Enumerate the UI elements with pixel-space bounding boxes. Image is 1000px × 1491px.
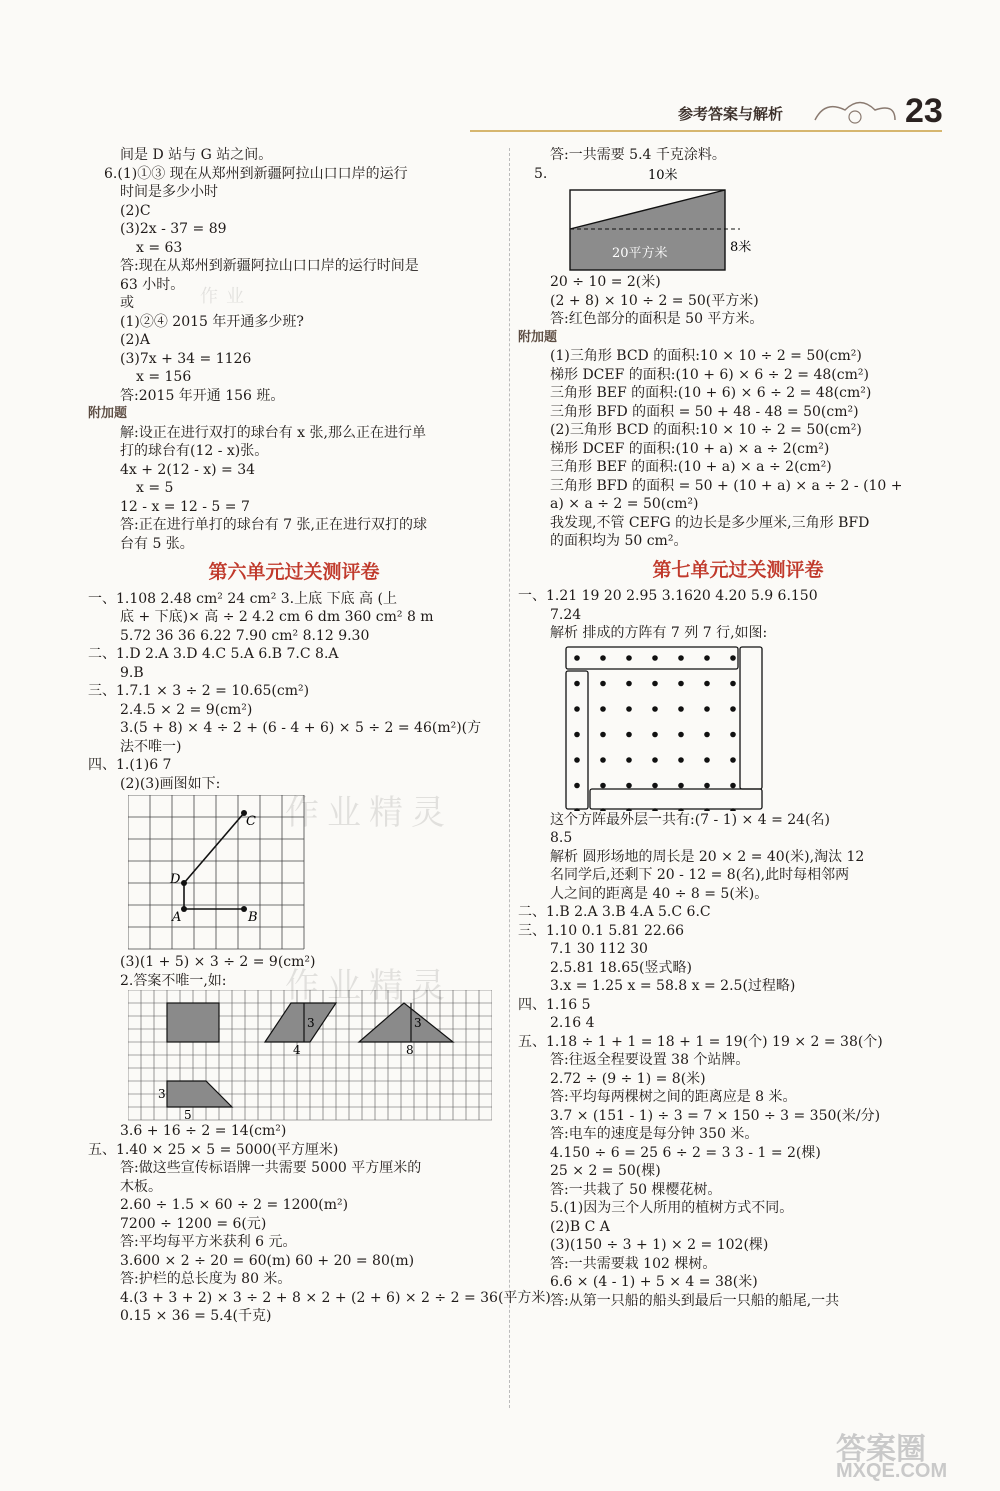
text-line: 三角形 BEF 的面积:(10 + 6) × 6 ÷ 2 = 48(cm²) bbox=[550, 385, 872, 401]
array-dot bbox=[678, 655, 684, 661]
text-line: (3)(1 + 5) × 3 ÷ 2 = 9(cm²) bbox=[120, 954, 316, 970]
array-dot bbox=[574, 680, 580, 686]
array-dot bbox=[626, 706, 632, 712]
text-line: 这个方阵最外层一共有:(7 - 1) × 4 = 24(名) bbox=[550, 811, 830, 828]
text-line: 答:红色部分的面积是 50 平方米。 bbox=[550, 311, 764, 327]
text-line: (3)7x + 34 = 1126 bbox=[120, 350, 252, 367]
text-line: 3.6 + 16 ÷ 2 = 14(cm²) bbox=[120, 1123, 287, 1139]
text-line: x = 156 bbox=[136, 369, 192, 385]
array-dot bbox=[652, 655, 658, 661]
text-line: 底 + 下底)× 高 ÷ 2 4.2 cm 6 dm 360 cm² 8 m bbox=[120, 609, 434, 625]
footer-logo: 答案圈 bbox=[836, 1433, 926, 1466]
text-line: 答:做这些宣传标语牌一共需要 5000 平方厘米的 bbox=[120, 1160, 422, 1176]
text-line: (2)三角形 BCD 的面积:10 × 10 ÷ 2 = 50(cm²) bbox=[550, 422, 862, 438]
text-line: 法不唯一) bbox=[120, 738, 182, 755]
text-line: 答:从第一只船的船头到最后一只船的船尾,一共 bbox=[550, 1292, 840, 1309]
right-column bbox=[518, 146, 958, 1310]
text-line: 时间是多少小时 bbox=[120, 184, 218, 200]
array-dot bbox=[678, 680, 684, 686]
array-dot bbox=[652, 680, 658, 686]
array-dot bbox=[704, 655, 710, 661]
array-dot bbox=[626, 782, 632, 788]
text-line: 梯形 DCEF 的面积:(10 + a) × a ÷ 2(cm²) bbox=[550, 440, 830, 457]
text-line: 25 × 2 = 50(棵) bbox=[550, 1163, 661, 1179]
array-dot bbox=[574, 782, 580, 788]
array-dot bbox=[600, 757, 606, 763]
text-line: x = 5 bbox=[136, 480, 174, 496]
text-line: 名同学后,还剩下 20 - 12 = 8(名),此时每相邻两 bbox=[550, 867, 850, 883]
array-dot bbox=[730, 655, 736, 661]
text-line: (1)②④ 2015 年开通多少班? bbox=[120, 313, 304, 330]
text-line: (2)(3)画图如下: bbox=[120, 775, 221, 792]
array-dot bbox=[600, 655, 606, 661]
text-line: (2)A bbox=[120, 332, 150, 348]
text-line: 二、1.D 2.A 3.D 4.C 5.A 6.B 7.C 8.A bbox=[88, 646, 339, 662]
array-dot bbox=[600, 731, 606, 737]
text-line: 2.5.81 18.65(竖式略) bbox=[550, 959, 692, 976]
page-number: 23 bbox=[905, 92, 943, 130]
array-dot bbox=[652, 731, 658, 737]
text-line: 4x + 2(12 - x) = 34 bbox=[120, 461, 256, 478]
section7-part-a bbox=[518, 587, 958, 643]
text-line: 6.(1)①③ 现在从郑州到新疆阿拉山口口岸的运行 bbox=[104, 165, 408, 182]
header-rule bbox=[470, 130, 942, 132]
point-c-label: C bbox=[246, 814, 256, 829]
text-line: 答:护栏的总长度为 80 米。 bbox=[120, 1271, 292, 1287]
array-dot bbox=[704, 680, 710, 686]
array-dot bbox=[574, 731, 580, 737]
text-line: 或 bbox=[120, 295, 134, 311]
cloud-decoration-icon bbox=[810, 95, 900, 127]
text-line: (2 + 8) × 10 ÷ 2 = 50(平方米) bbox=[550, 292, 759, 309]
text-line: 答:一共需要 5.4 千克涂料。 bbox=[550, 147, 726, 163]
array-dot bbox=[600, 680, 606, 686]
extra-question-tag-right: 附加题 bbox=[518, 329, 558, 345]
header-title: 参考答案与解析 bbox=[678, 105, 784, 123]
section7-part-b bbox=[518, 811, 958, 1311]
text-line: 3.(5 + 8) × 4 ÷ 2 + (6 - 4 + 6) × 5 ÷ 2 = 46(m²)(方 bbox=[120, 720, 482, 736]
array-dot bbox=[626, 731, 632, 737]
text-line: 的面积均为 50 cm²。 bbox=[550, 533, 688, 549]
text-line: 答:2015 年开通 156 班。 bbox=[120, 387, 285, 404]
text-line: 2.72 ÷ (9 ÷ 1) = 8(米) bbox=[550, 1070, 706, 1087]
text-line: 打的球台有(12 - x)张。 bbox=[120, 443, 269, 459]
text-line: 木板。 bbox=[120, 1178, 162, 1195]
text-line: 63 小时。 bbox=[120, 276, 185, 293]
text-line: 7.1 30 112 30 bbox=[550, 941, 648, 957]
watermark-1: 作业精灵 bbox=[285, 793, 453, 833]
text-line: 三角形 BFD 的面积 = 50 + 48 - 48 = 50(cm²) bbox=[550, 403, 859, 420]
text-line: 台有 5 张。 bbox=[120, 535, 194, 552]
coordinate-grid-figure bbox=[128, 795, 308, 953]
text-line: 三、1.10 0.1 5.81 22.66 bbox=[518, 922, 685, 939]
array-dot bbox=[730, 706, 736, 712]
text-line: 一、1.21 19 20 2.95 3.1620 4.20 5.9 6.150 bbox=[518, 588, 818, 604]
right-answer-5 bbox=[518, 273, 958, 329]
text-line: 三角形 BEF 的面积:(10 + a) × a ÷ 2(cm²) bbox=[550, 459, 832, 475]
text-line: 答:平均每平方米获利 6 元。 bbox=[120, 1234, 297, 1250]
text-line: 答:电车的速度是每分钟 350 米。 bbox=[550, 1126, 759, 1142]
array-dot bbox=[678, 757, 684, 763]
array-dot bbox=[626, 655, 632, 661]
area-label: 20平方米 bbox=[612, 246, 668, 261]
text-line: 3.600 × 2 ÷ 20 = 60(m) 60 + 20 = 80(m) bbox=[120, 1252, 415, 1269]
array-dot bbox=[574, 757, 580, 763]
watermark-2: 作业精灵 bbox=[285, 966, 453, 1006]
text-line: 四、1.16 5 bbox=[518, 996, 591, 1013]
text-line: 7200 ÷ 1200 = 6(元) bbox=[120, 1215, 267, 1232]
square-array-figure bbox=[564, 645, 764, 811]
watermark-3: 作业 bbox=[200, 286, 252, 307]
text-line: 解:设正在进行双打的球台有 x 张,那么正在进行单 bbox=[120, 424, 426, 441]
text-line: 四、1.(1)6 7 bbox=[88, 757, 172, 773]
text-line: 3.7 × (151 - 1) ÷ 3 = 7 × 150 ÷ 3 = 350(米/分) bbox=[550, 1107, 881, 1124]
side-length-label: 8米 bbox=[730, 240, 752, 255]
text-line: 答:正在进行单打的球台有 7 张,正在进行双打的球 bbox=[120, 517, 427, 533]
section7-title: 第七单元过关测评卷 bbox=[652, 558, 824, 581]
text-line: 解析 排成的方阵有 7 列 7 行,如图: bbox=[550, 625, 768, 641]
array-dot bbox=[704, 782, 710, 788]
array-dot bbox=[704, 706, 710, 712]
text-line: 我发现,不管 CEFG 的边长是多少厘米,三角形 BFD bbox=[550, 514, 870, 531]
text-line: (2)C bbox=[120, 202, 151, 219]
array-dot bbox=[574, 706, 580, 712]
text-line: 2.答案不唯一,如: bbox=[120, 972, 227, 989]
text-line: 2.4.5 × 2 = 9(cm²) bbox=[120, 701, 253, 718]
text-line: (3)2x - 37 = 89 bbox=[120, 221, 227, 237]
left-top-block bbox=[88, 146, 500, 405]
text-line: 答:平均每两棵树之间的距离应是 8 米。 bbox=[550, 1089, 797, 1105]
column-divider bbox=[509, 148, 510, 1408]
text-line: 4.150 ÷ 6 = 25 6 ÷ 2 = 3 3 - 1 = 2(棵) bbox=[550, 1144, 821, 1161]
point-a-label: A bbox=[172, 910, 182, 925]
text-line: 5.72 36 36 6.22 7.90 cm² 8.12 9.30 bbox=[120, 627, 370, 644]
array-dot bbox=[574, 655, 580, 661]
section6-part-c bbox=[88, 1122, 551, 1326]
text-line: 五、1.40 × 25 × 5 = 5000(平方厘米) bbox=[88, 1141, 339, 1158]
text-line: 答:往返全程要设置 38 个站牌。 bbox=[550, 1052, 750, 1068]
top-length-label: 10米 bbox=[648, 168, 678, 183]
right-extra-block bbox=[518, 347, 958, 551]
text-line: 解析 圆形场地的周长是 20 × 2 = 40(米),淘汰 12 bbox=[550, 848, 865, 865]
dim-label-3a: 3 bbox=[307, 1016, 315, 1030]
text-line: 9.B bbox=[120, 664, 144, 681]
text-line: 6.6 × (4 - 1) + 5 × 4 = 38(米) bbox=[550, 1274, 758, 1290]
array-dot bbox=[652, 757, 658, 763]
extra-question-tag: 附加题 bbox=[88, 406, 128, 421]
section6-title: 第六单元过关测评卷 bbox=[208, 561, 380, 583]
array-dot bbox=[730, 757, 736, 763]
trapezoid-area-figure bbox=[560, 165, 780, 273]
text-line: 8.5 bbox=[550, 830, 573, 846]
text-line: 三角形 BFD 的面积 = 50 + (10 + a) × a ÷ 2 - (10 + bbox=[550, 477, 903, 494]
array-dot bbox=[678, 706, 684, 712]
array-dot bbox=[626, 680, 632, 686]
text-line: (3)(150 ÷ 3 + 1) × 2 = 102(棵) bbox=[550, 1237, 769, 1253]
array-dot bbox=[626, 757, 632, 763]
text-line: 梯形 DCEF 的面积:(10 + 6) × 6 ÷ 2 = 48(cm²) bbox=[550, 366, 869, 383]
text-line: (1)三角形 BCD 的面积:10 × 10 ÷ 2 = 50(cm²) bbox=[550, 348, 862, 364]
dim-label-3c: 3 bbox=[158, 1087, 166, 1101]
array-dot bbox=[704, 757, 710, 763]
text-line: 5.(1)因为三个人所用的植树方式不同。 bbox=[550, 1200, 794, 1216]
text-line: 五、1.18 ÷ 1 + 1 = 18 + 1 = 19(个) 19 × 2 = 38(个) bbox=[518, 1033, 883, 1050]
text-line: 人之间的距离是 40 ÷ 8 = 5(米)。 bbox=[550, 885, 769, 902]
text-line: x = 63 bbox=[136, 239, 183, 256]
section6-part-a bbox=[88, 590, 500, 794]
dim-label-8: 8 bbox=[406, 1043, 414, 1057]
array-dot bbox=[730, 782, 736, 788]
dim-label-5: 5 bbox=[184, 1108, 192, 1122]
text-line: 2.16 4 bbox=[550, 1015, 595, 1031]
array-dot bbox=[678, 782, 684, 788]
text-line: 答:一共需要栽 102 棵树。 bbox=[550, 1255, 717, 1272]
left-extra-block bbox=[88, 424, 500, 554]
array-dot bbox=[600, 782, 606, 788]
footer-site: MXQE.COM bbox=[836, 1460, 948, 1482]
shapes-grid-figure bbox=[128, 990, 492, 1122]
array-dot bbox=[730, 680, 736, 686]
point-b-label: B bbox=[248, 910, 258, 925]
text-line: 答:一共栽了 50 棵樱花树。 bbox=[550, 1181, 722, 1198]
text-line: 5. bbox=[534, 165, 548, 182]
text-line: 20 ÷ 10 = 2(米) bbox=[550, 274, 661, 290]
array-dot bbox=[678, 731, 684, 737]
text-line: 12 - x = 12 - 5 = 7 bbox=[120, 498, 250, 515]
text-line: 3.x = 1.25 x = 58.8 x = 2.5(过程略) bbox=[550, 978, 796, 994]
text-line: 三、1.7.1 × 3 ÷ 2 = 10.65(cm²) bbox=[88, 683, 310, 699]
array-dot bbox=[730, 731, 736, 737]
text-line: 一、1.108 2.48 cm² 24 cm² 3.上底 下底 高 (上 bbox=[88, 590, 397, 607]
text-line: 二、1.B 2.A 3.B 4.A 5.C 6.C bbox=[518, 904, 711, 920]
text-line: 7.24 bbox=[550, 606, 582, 623]
array-dot bbox=[652, 706, 658, 712]
text-line: (2)B C A bbox=[550, 1218, 610, 1235]
array-dot bbox=[704, 731, 710, 737]
text-line: 答:现在从郑州到新疆阿拉山口口岸的运行时间是 bbox=[120, 258, 419, 274]
left-column bbox=[88, 146, 551, 1326]
text-line: 间是 D 站与 G 站之间。 bbox=[120, 147, 273, 163]
array-dot bbox=[600, 706, 606, 712]
dim-label-4: 4 bbox=[293, 1043, 301, 1057]
array-dot bbox=[652, 782, 658, 788]
dim-label-3b: 3 bbox=[414, 1016, 422, 1030]
text-line: 4.(3 + 3 + 2) × 3 ÷ 2 + 8 × 2 + (2 + 6) × 2 ÷ 2 = 36(平方米) bbox=[120, 1289, 551, 1306]
point-d-label: D bbox=[170, 872, 181, 887]
text-line: 2.60 ÷ 1.5 × 60 ÷ 2 = 1200(m²) bbox=[120, 1197, 349, 1213]
page-header bbox=[0, 0, 1000, 150]
text-line: 0.15 × 36 = 5.4(千克) bbox=[120, 1308, 272, 1324]
text-line: a) × a ÷ 2 = 50(cm²) bbox=[550, 496, 699, 512]
